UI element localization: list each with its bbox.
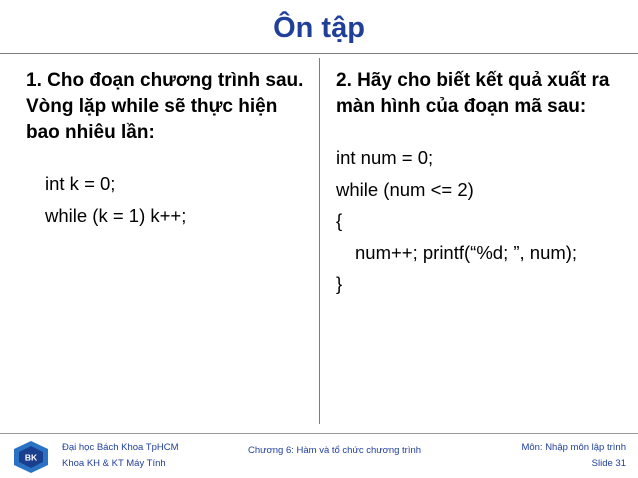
- university-logo-icon: [12, 440, 50, 478]
- slide-title: Ôn tập: [273, 12, 365, 44]
- footer-institution: [62, 440, 179, 472]
- footer-course: Môn: Nhập môn lập trình: [521, 442, 626, 453]
- footer-slide-number: Slide 31: [591, 458, 626, 469]
- column-divider: [319, 58, 320, 424]
- right-column: [336, 68, 628, 300]
- code-line: int num = 0;: [336, 147, 434, 168]
- code-line: {: [336, 210, 343, 231]
- question-1: 1. Cho đoạn chương trình sau. Vòng lặp while sẽ thực hiện bao nhiêu lần:: [26, 70, 304, 143]
- code-line: }: [336, 273, 343, 294]
- footer-chapter: Chương 6: Hàm và tổ chức chương trình: [248, 445, 422, 456]
- code-block-2: [336, 142, 628, 300]
- code-block-1: [26, 168, 311, 231]
- footer-divider: [0, 433, 638, 434]
- code-line: int k = 0;: [45, 173, 116, 194]
- left-column: [26, 68, 311, 231]
- question-2: 2. Hãy cho biết kết quả xuất ra màn hình của đoạn mã sau:: [336, 70, 610, 117]
- code-line: num++; printf(“%d; ”, num);: [355, 241, 578, 263]
- title-divider: [0, 53, 638, 54]
- footer-faculty: Khoa KH & KT Máy Tính: [62, 458, 166, 469]
- footer-university: Đại học Bách Khoa TpHCM: [62, 442, 179, 453]
- logo-graphic: [12, 440, 50, 474]
- code-line: while (k = 1) k++;: [45, 204, 187, 226]
- code-line: while (num <= 2): [336, 178, 474, 200]
- logo-text: BK: [24, 452, 38, 463]
- footer-course-info: [521, 440, 626, 472]
